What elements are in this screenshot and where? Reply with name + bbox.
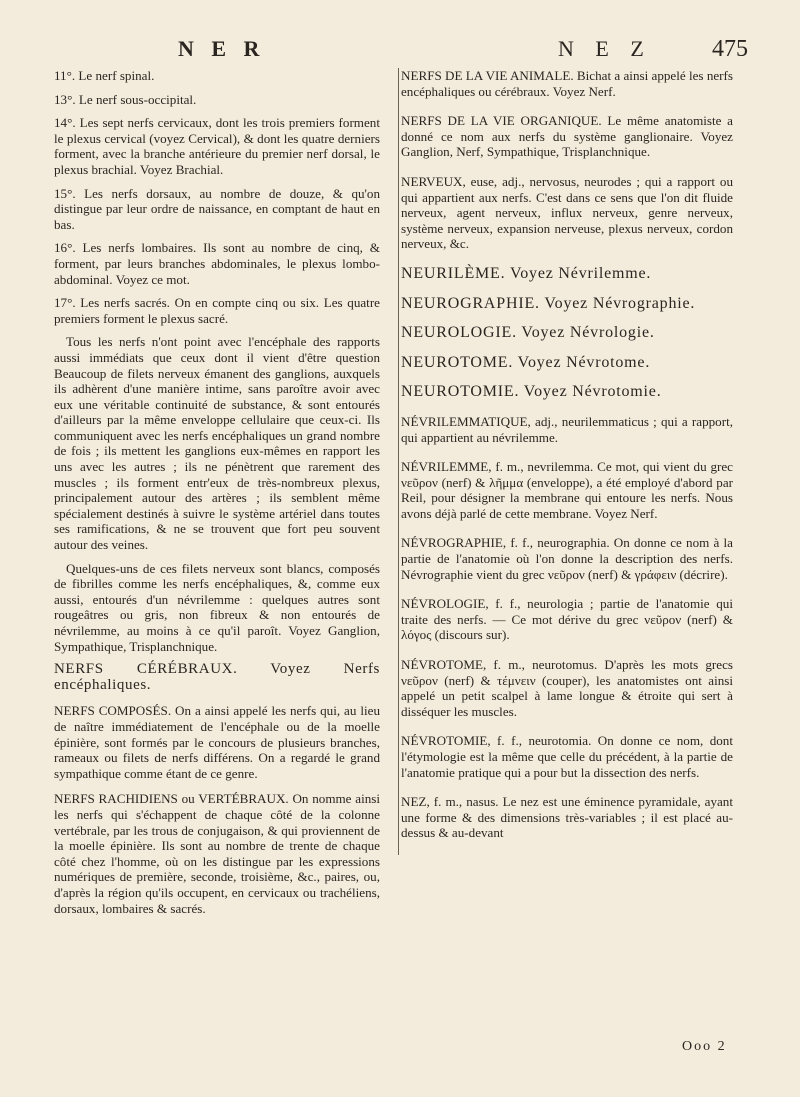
entry-nerfs-vie-animale: NERFS DE LA VIE ANIMALE. Bichat a ainsi appelé les nerfs encéphaliques ou cérébraux. Voyez Nerf. <box>401 68 733 99</box>
page-header <box>50 36 760 66</box>
entry-nerfs-vie-organique: NERFS DE LA VIE ORGANIQUE. Le même anatomiste a donné ce nom aux nerfs du système ganglionaire. Voyez Ganglion, Nerf, Sympathique, Trisplanchnique. <box>401 113 733 160</box>
running-head-left: N E R <box>178 36 266 61</box>
entry-text: 13°. Le nerf sous-occipital. <box>54 91 197 107</box>
entry-neurotome: NEUROTOME. Voyez Névrotome. <box>401 353 651 371</box>
signature-mark: Ooo 2 <box>682 1039 727 1054</box>
entry-neurographie: NEUROGRAPHIE. Voyez Névrographie. <box>401 294 696 312</box>
entry-nevrotomie: NÉVROTOMIE, f. f., neurotomia. On donne ce nom, dont l'étymologie est la même que celle du précédent, à la partie de l'anatomie pratique qui a pour but la dissection des nerfs. <box>401 733 733 780</box>
entry-neurotomie: NEUROTOMIE. Voyez Névrotomie. <box>401 383 662 401</box>
entry-text: 14°. Les sept nerfs cervicaux, dont les trois premiers forment le plexus cervical (voyez Cervical), & dont les quatre derniers forment, avec la branche antérieure du premier nerf dorsal, le plexus brachial. Voyez Brachial. <box>54 115 380 177</box>
entry-nez: NEZ, f. m., nasus. Le nez est une éminence pyramidale, ayant une forme & des dimensions très-variables ; il est placé au-dessus & au-devant <box>401 794 733 841</box>
left-column <box>54 68 380 926</box>
entry-neurologie: NEUROLOGIE. Voyez Névrologie. <box>401 324 655 342</box>
entry-text: 11°. Le nerf spinal. <box>54 68 155 83</box>
entry-nevrologie: NÉVROLOGIE, f. f., neurologia ; partie de l'anatomie qui traite des nerfs. — Ce mot dérive du grec νεῦρον (nerf) & λόγος (discours sur). <box>401 596 733 643</box>
entry-text: 17°. Les nerfs sacrés. On en compte cinq ou six. Les quatre premiers forment le plexus sacré. <box>54 295 380 326</box>
entry-text: Quelques-uns de ces filets nerveux sont blancs, composés de fibrilles comme les nerfs encéphaliques, &, comme eux aussi, entourés d'un névrilemme : quelques autres sont rougeâtres ou gris, non fibreux & non entourés de névrilemme, au moins à ce qu'il paroît. Voyez Ganglion, Sympathique, Trisplanchnique. <box>54 560 380 654</box>
entry-nerfs-cerebraux: NERFS CÉRÉBRAUX. Voyez Nerfs encéphaliques. <box>54 661 380 693</box>
entry-nevrographie: NÉVROGRAPHIE, f. f., neurographia. On donne ce nom à la partie de l'anatomie où l'on donne la description des nerfs. Névrographie vient du grec νεῦρον (nerf) & γράφειν (décrire). <box>401 535 733 582</box>
running-head-right: N E Z <box>558 36 652 61</box>
page-number: 475 <box>712 36 748 62</box>
entry-text: 15°. Les nerfs dorsaux, au nombre de douze, & qu'on distingue par leur ordre de naissance, en comptant de haut en bas. <box>54 185 380 232</box>
entry-nerfs-rachidiens: NERFS RACHIDIENS ou VERTÉBRAUX. On nomme ainsi les nerfs qui s'échappent de chaque côté de la colonne vertébrale, par les trous de conjugaison, & qui proviennent de la moelle épinière. Ils sont au nombre de trente de chaque côté chez l'homme, où on les distingue par les expressions numériques de première, seconde, troisième, &c., paires, ou, d'après la région qu'ils occupent, en cervicaux ou trachéliens, dorsaux, lombaires & sacrés. <box>54 791 380 916</box>
entry-nerfs-composes: NERFS COMPOSÉS. On a ainsi appelé les nerfs qui, au lieu de naître immédiatement de l'encéphale ou de la moelle épinière, sont formés par le concours de plusieurs branches, rameaux ou filets de nerfs différens. On a regardé le grand sympathique comme étant de ce genre. <box>54 703 380 781</box>
entry-nevrotome: NÉVROTOME, f. m., neurotomus. D'après les mots grecs νεῦρον (nerf) & τέμνειν (couper), les anatomistes ont ainsi appelé un petit scalpel à lame longue & étroite qui sert à disséquer les muscles. <box>401 657 733 719</box>
entry-neurileme: NEURILÈME. Voyez Névrilemme. <box>401 264 652 282</box>
entry-text: 16°. Les nerfs lombaires. Ils sont au nombre de cinq, & forment, par leurs branches abdominales, le plexus lombo-abdominal. Voyez ce mot. <box>54 240 380 287</box>
entry-text: Tous les nerfs n'ont point avec l'encéphale des rapports aussi immédiats que ceux dont il vient d'être question Beaucoup de filets nerveux émanent des ganglions, auxquels ils adhèrent d'une manière intime, sans paroître avoir avec eux une véritable continuité de substance, & sont entourés d'ailleurs par la même enveloppe cellulaire que ceux-ci. Ils communiquent avec les nerfs encéphaliques un grand nombre de fois ; ils mettent les ganglions eux-mêmes en rapport les uns avec les autres ; ils ne pénètrent que rarement des muscles ; ils forment entr'eux de très-nombreux plexus, principalement autour des artères ; ils semblent même spécialement destinés à suivre le système artériel dans toutes ses ramifications, & ne se trouvent que fort peu souvent autour des veines. <box>54 334 380 553</box>
right-column <box>398 68 733 855</box>
entry-nevrilemme: NÉVRILEMME, f. m., nevrilemma. Ce mot, qui vient du grec νεῦρον (nerf) & λῆμμα (enveloppe), a été employé d'abord par Reil, pour désigner la membrane qui entoure les nerfs. Nous avons déjà parlé de cette membrane. Voyez Nerf. <box>401 459 733 521</box>
entry-nevrilemmatique: NÉVRILEMMATIQUE, adj., neurilemmaticus ; qui a rapport, qui appartient au névrilemme. <box>401 413 733 445</box>
entry-nerveux: NERVEUX, euse, adj., nervosus, neurodes ; qui a rapport ou qui appartient aux nerfs. C'est dans ce sens que l'on dit fluide nerveux, agent nerveux, influx nerveux, genre nerveux, système nerveux, expansion nerveuse, plexus nerveux, cordon nerveux, &c. <box>401 173 733 252</box>
